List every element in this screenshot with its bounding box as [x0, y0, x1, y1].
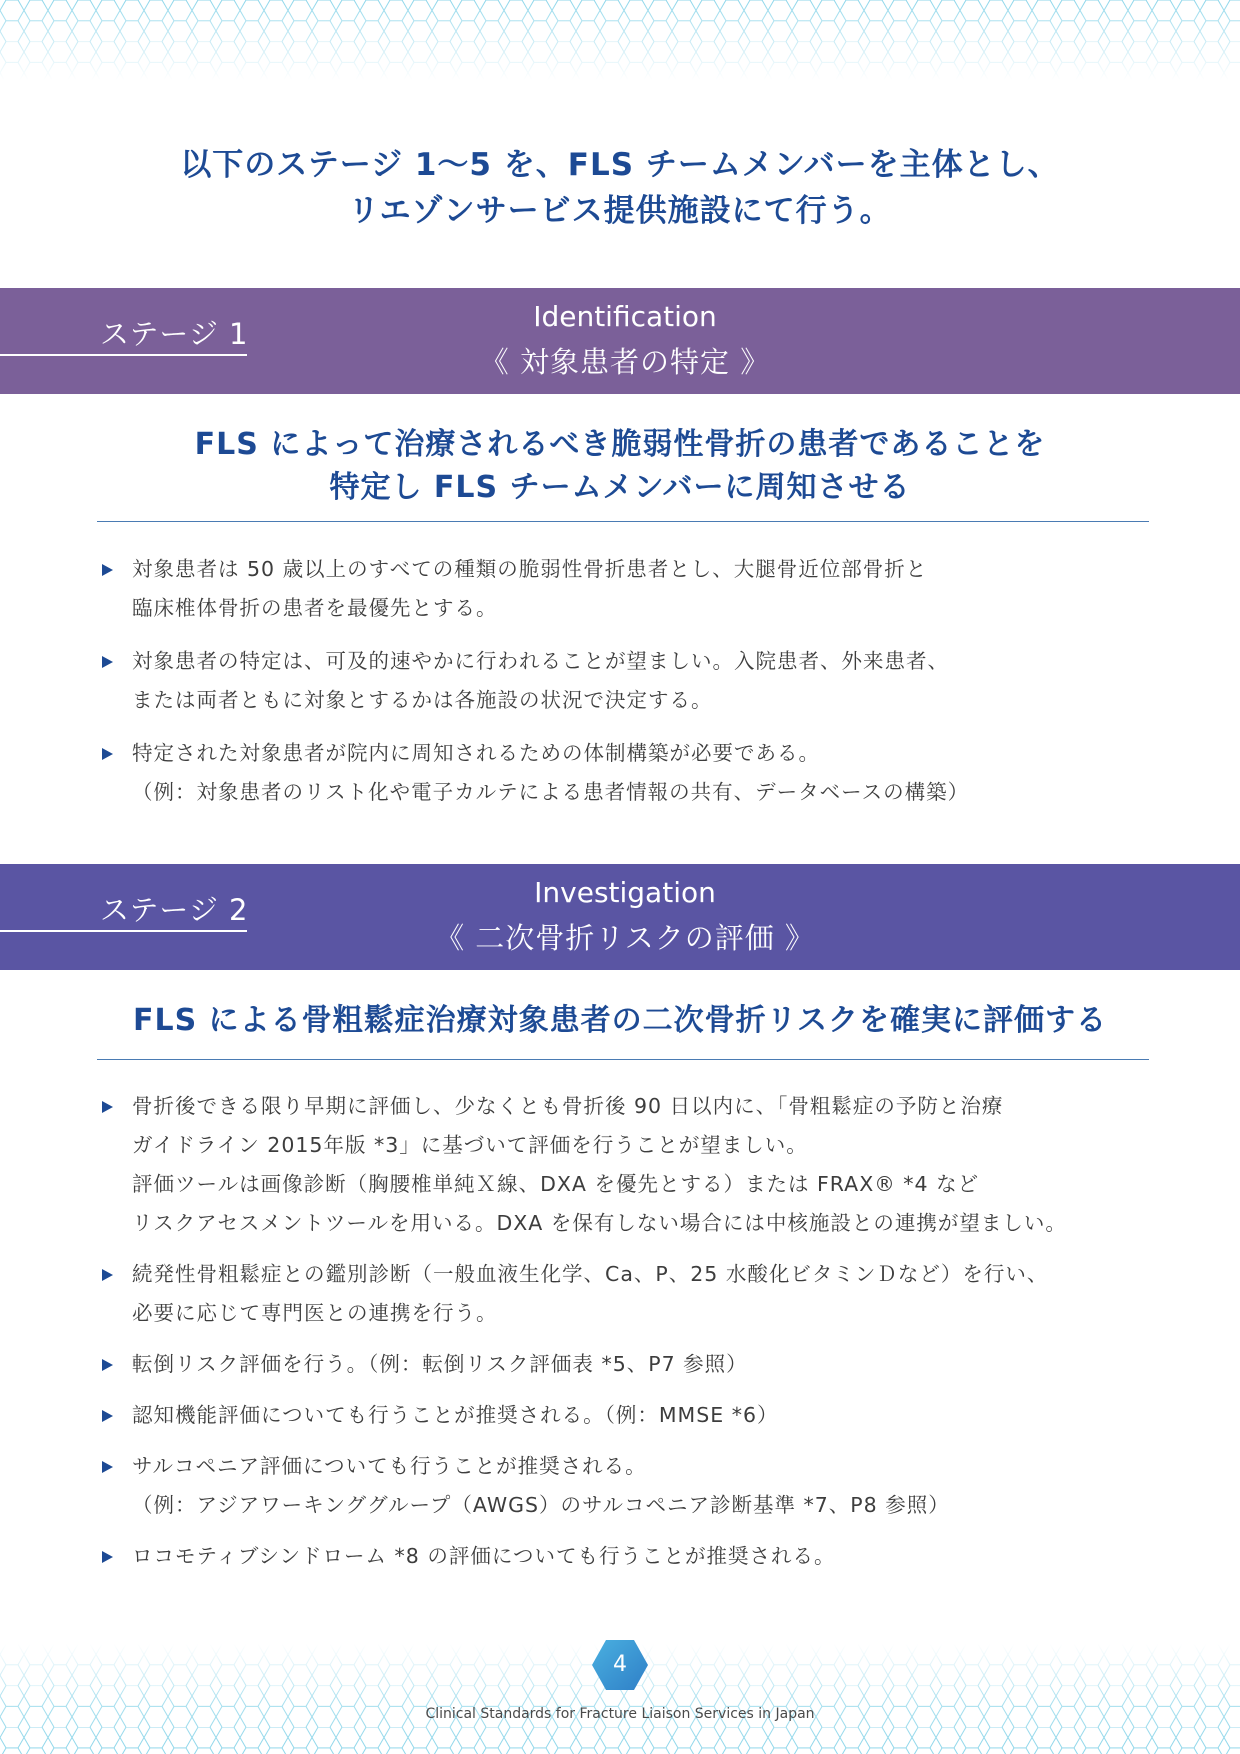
stage-1-divider — [97, 521, 1149, 522]
list-item-text: 続発性骨粗鬆症との鑑別診断（一般血液生化学、Ca、P、25 水酸化ビタミンＤなど）を行い、 — [132, 1262, 1049, 1286]
intro-line-2: リエゾンサービス提供施設にて行う。 — [348, 193, 892, 229]
stage-1-bullet-list — [100, 550, 1160, 812]
stage-2-title-jp: 《 二次骨折リスクの評価 》 — [435, 921, 815, 955]
intro-line-1: 以下のステージ 1〜5 を、FLS チームメンバーを主体とし、 — [180, 147, 1060, 183]
list-item-text: 特定された対象患者が院内に周知されるための体制構築が必要である。 — [132, 741, 820, 765]
list-item — [100, 1345, 1160, 1384]
stage-2-title-en: Investigation — [534, 876, 716, 909]
list-item-text: （例：アジアワーキンググループ（AWGS）のサルコペニア診断基準 *7、P8 参照） — [132, 1493, 950, 1517]
bullet-arrow-icon — [102, 1461, 113, 1473]
stage-2-headline-line-1: FLS による骨粗鬆症治療対象患者の二次骨折リスクを確実に評価する — [132, 1003, 1108, 1038]
stage-1-headline-line-1: FLS によって治療されるべき脆弱性骨折の患者であることを — [194, 427, 1046, 462]
list-item — [100, 1396, 1160, 1435]
stage-2-bullet-list — [100, 1087, 1160, 1576]
bullet-arrow-icon — [102, 1269, 113, 1281]
list-item-text: ロコモティブシンドローム *8 の評価についても行うことが推奨される。 — [132, 1544, 836, 1568]
bullet-arrow-icon — [102, 656, 113, 668]
stage-2-divider — [97, 1059, 1149, 1060]
stage-1-underline — [0, 354, 247, 356]
footer-text: Clinical Standards for Fracture Liaison Services in Japan — [425, 1706, 815, 1722]
list-item-text: 対象患者は 50 歳以上のすべての種類の脆弱性骨折患者とし、大腿骨近位部骨折と — [132, 557, 928, 581]
bullet-arrow-icon — [102, 564, 113, 576]
list-item — [100, 1537, 1160, 1576]
stage-1-headline-line-2: 特定し FLS チームメンバーに周知させる — [329, 470, 911, 505]
stage-1-title-jp: 《 対象患者の特定 》 — [479, 345, 771, 379]
intro-heading — [0, 142, 1240, 234]
list-item — [100, 1087, 1160, 1243]
list-item-text: リスクアセスメントツールを用いる。DXA を保有しない場合には中核施設との連携が望ましい。 — [132, 1211, 1067, 1235]
stage-2-banner — [0, 864, 1240, 970]
page-number-badge — [592, 1637, 648, 1693]
list-item-text: 骨折後できる限り早期に評価し、少なくとも骨折後 90 日以内に、「骨粗鬆症の予防と治療 — [132, 1094, 1004, 1118]
list-item-text: 必要に応じて専門医との連携を行う。 — [132, 1301, 498, 1325]
list-item-text: 臨床椎体骨折の患者を最優先とする。 — [132, 596, 498, 620]
list-item — [100, 1447, 1160, 1525]
bullet-arrow-icon — [102, 1101, 113, 1113]
list-item-text: 転倒リスク評価を行う。（例：転倒リスク評価表 *5、P7 参照） — [132, 1352, 748, 1376]
list-item-text: 評価ツールは画像診断（胸腰椎単純Ｘ線、DXA を優先とする）または FRAX® *4 など — [132, 1172, 980, 1196]
list-item — [100, 642, 1160, 720]
list-item-text: ガイドライン 2015年版 *3」に基づいて評価を行うことが望ましい。 — [132, 1133, 808, 1157]
list-item-text: 対象患者の特定は、可及的速やかに行われることが望ましい。入院患者、外来患者、 — [132, 649, 949, 673]
bullet-arrow-icon — [102, 1359, 113, 1371]
stage-1-title-en: Identification — [533, 300, 717, 333]
list-item-text: 認知機能評価についても行うことが推奨される。（例：MMSE *6） — [132, 1403, 779, 1427]
hex-pattern-top — [0, 0, 1240, 80]
stage-2-underline — [0, 930, 247, 932]
stage-2-label: ステージ 2 — [100, 893, 249, 927]
stage-1-headline — [0, 423, 1240, 509]
stage-1-banner — [0, 288, 1240, 394]
stage-1-label: ステージ 1 — [100, 317, 249, 351]
stage-2-headline — [0, 999, 1240, 1042]
list-item-text: サルコペニア評価についても行うことが推奨される。 — [132, 1454, 647, 1478]
list-item — [100, 734, 1160, 812]
page-number: 4 — [613, 1652, 627, 1677]
list-item — [100, 1255, 1160, 1333]
list-item-text: または両者ともに対象とするかは各施設の状況で決定する。 — [132, 688, 713, 712]
bullet-arrow-icon — [102, 1551, 113, 1563]
list-item-text: （例：対象患者のリスト化や電子カルテによる患者情報の共有、データベースの構築） — [132, 780, 970, 804]
list-item — [100, 550, 1160, 628]
bullet-arrow-icon — [102, 748, 113, 760]
bullet-arrow-icon — [102, 1410, 113, 1422]
